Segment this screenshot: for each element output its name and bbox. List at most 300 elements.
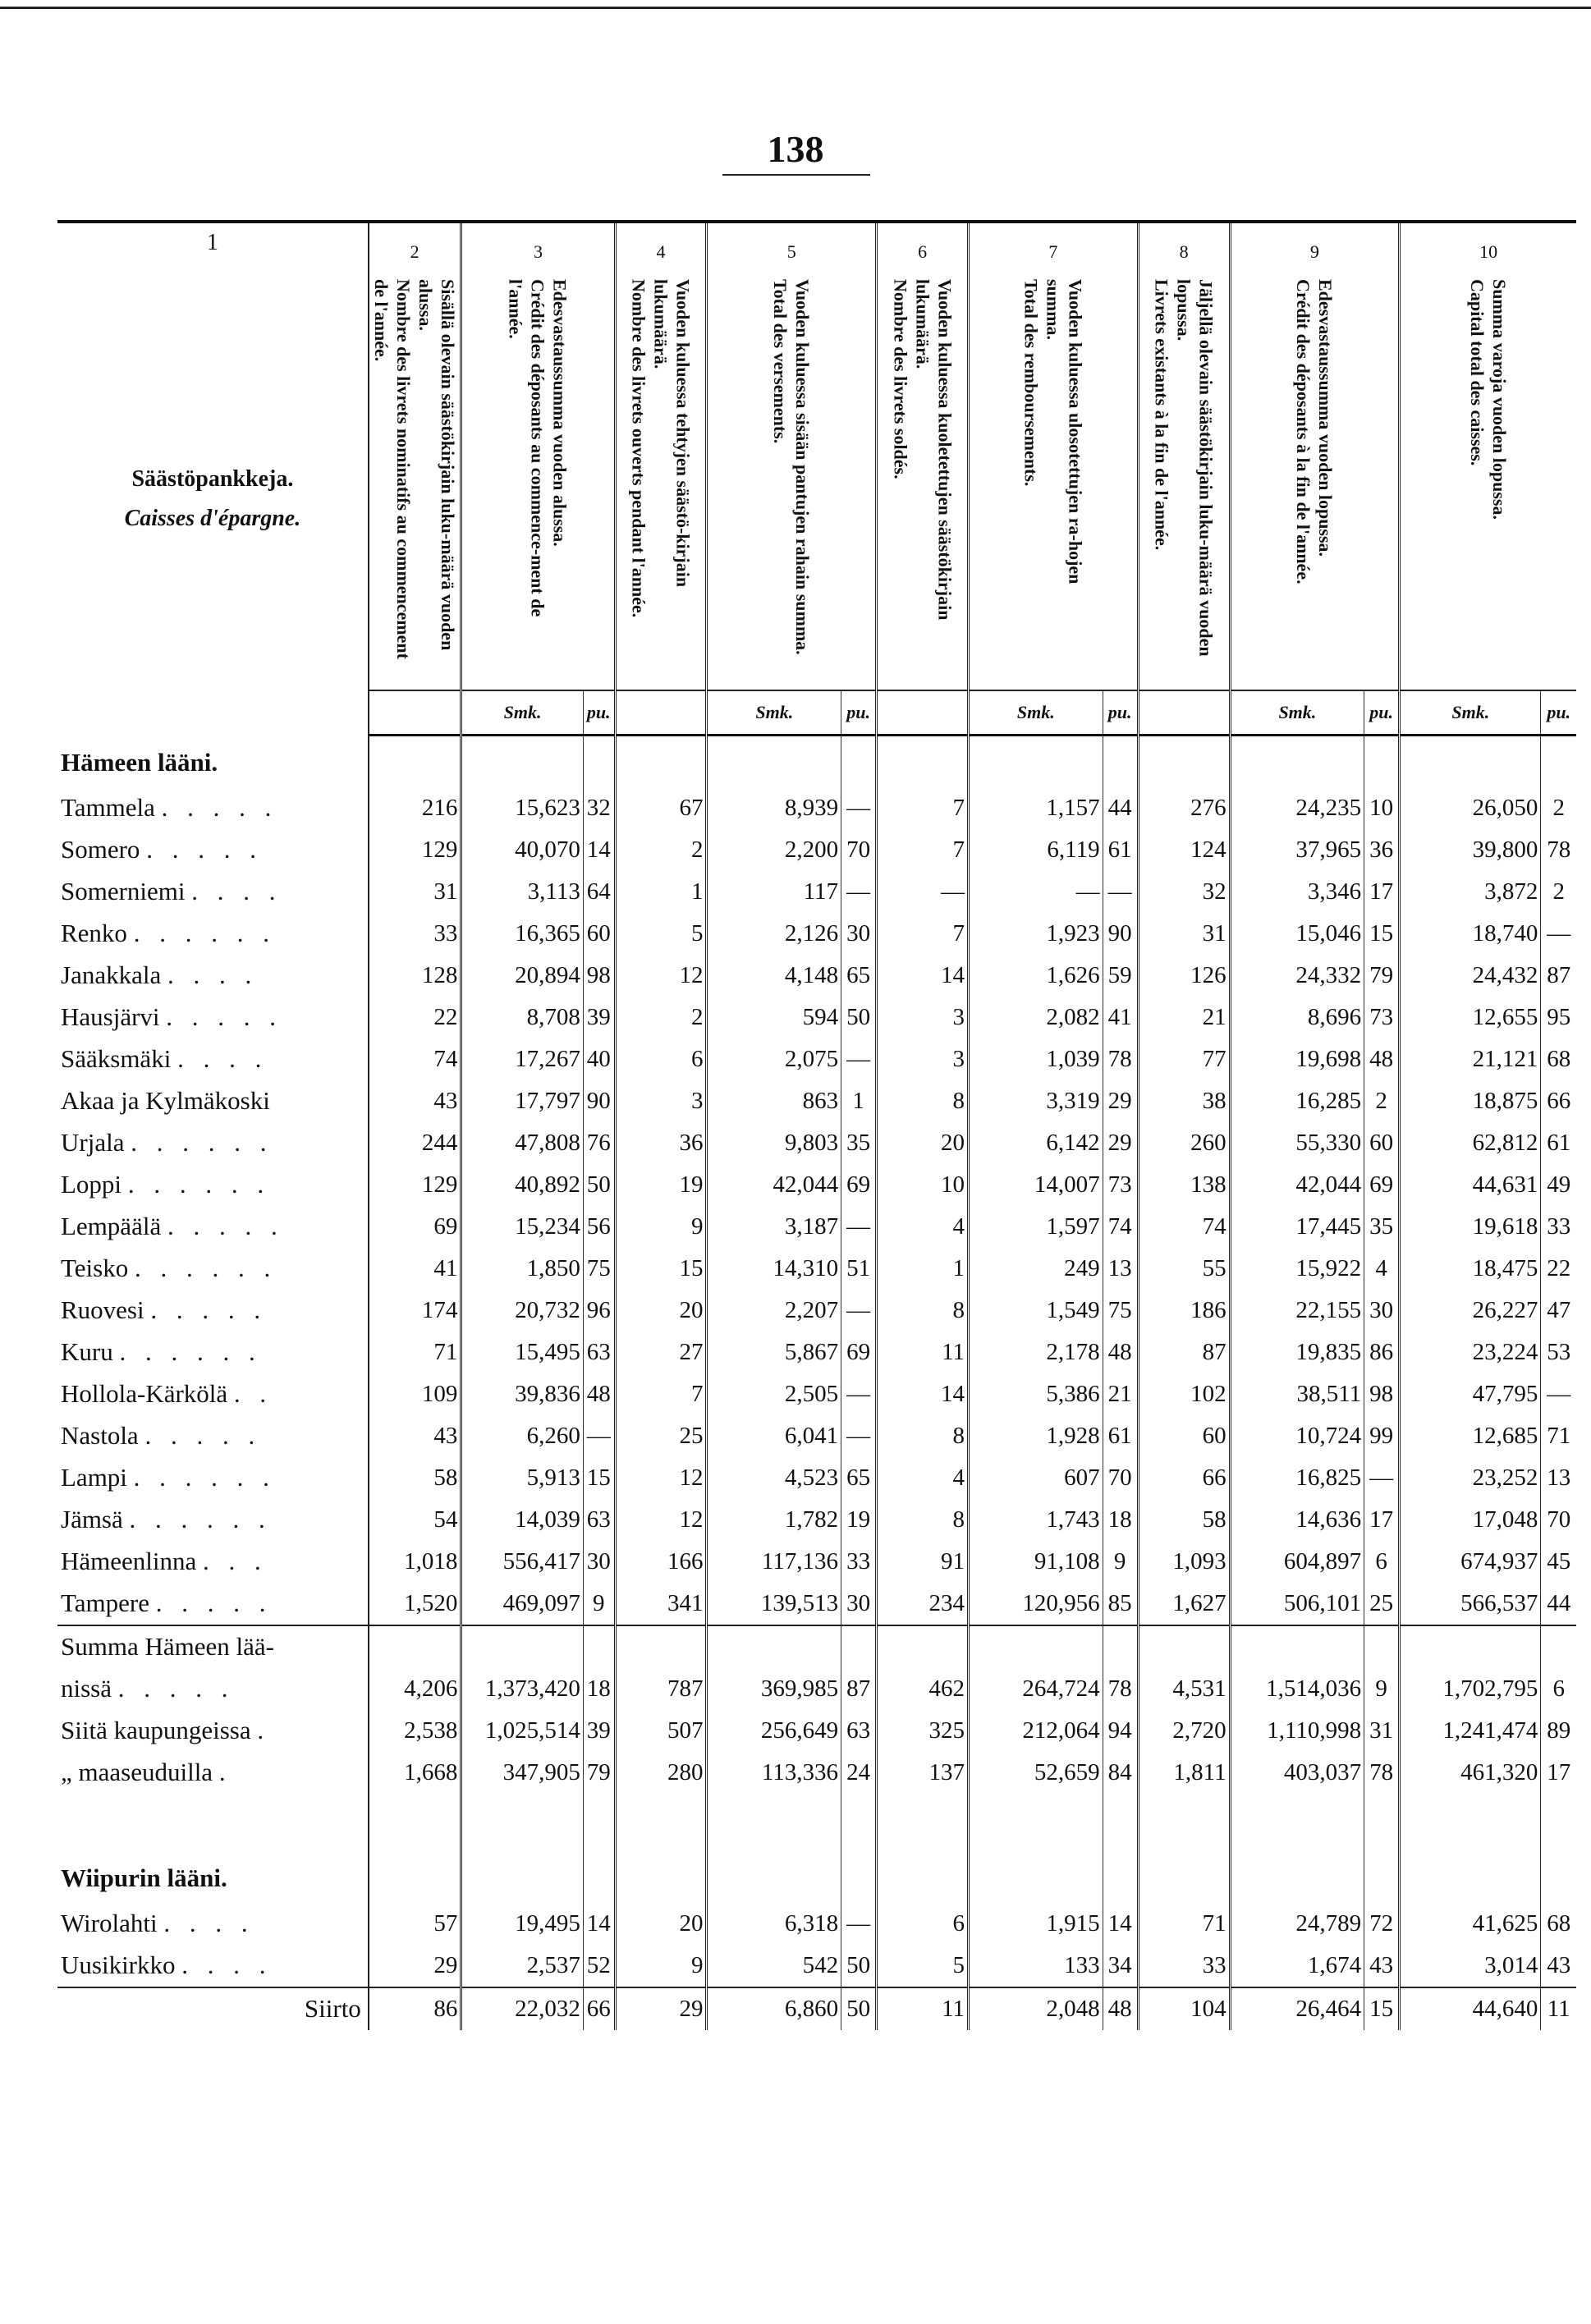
cell-c7p: 9 xyxy=(1103,1541,1138,1583)
cell-c8: 32 xyxy=(1138,871,1230,913)
cell-c7: 1,915 xyxy=(969,1903,1103,1945)
cell-c5p: 50 xyxy=(841,997,877,1038)
cell-c9p: 25 xyxy=(1364,1583,1400,1625)
cell-c10: 18,475 xyxy=(1400,1248,1541,1290)
cell-c4: 280 xyxy=(615,1752,707,1794)
leader-dots: . . xyxy=(233,1379,273,1408)
cell-c2: 216 xyxy=(369,787,461,829)
empty-cell xyxy=(583,736,615,787)
cell-c7: 3,319 xyxy=(969,1080,1103,1122)
unit-col-2 xyxy=(369,690,461,736)
spacer-name xyxy=(57,1794,369,1851)
row-name xyxy=(57,1415,369,1457)
cell-c2: 2,538 xyxy=(369,1710,461,1752)
cell-c4: 12 xyxy=(615,1499,707,1541)
cell-c10p: 11 xyxy=(1541,1987,1576,2030)
cell-c2: 71 xyxy=(369,1332,461,1373)
cell-c5p: 30 xyxy=(841,1583,877,1625)
leader-dots: . . . . xyxy=(163,1909,254,1937)
cell-c4: 9 xyxy=(615,1206,707,1248)
row-name xyxy=(57,1668,369,1710)
cell-c5: 113,336 xyxy=(707,1752,841,1794)
cell-c4: 2 xyxy=(615,829,707,871)
row-name xyxy=(57,1752,369,1794)
cell-c7p: 70 xyxy=(1103,1457,1138,1499)
cell-c3p: 30 xyxy=(583,1541,615,1583)
cell-c10: 44,640 xyxy=(1400,1987,1541,2030)
leader-dots: . . . . . xyxy=(167,1212,284,1240)
cell-c3p: 76 xyxy=(583,1122,615,1164)
cell-c6: 1 xyxy=(877,1248,969,1290)
cell-c8: 38 xyxy=(1138,1080,1230,1122)
row-name xyxy=(57,1332,369,1373)
row-label: Ruovesi xyxy=(61,1295,144,1324)
empty-cell xyxy=(615,736,707,787)
cell-c7p: 18 xyxy=(1103,1499,1138,1541)
empty-cell xyxy=(877,1794,969,1851)
heading-col-3-fr: Crédit des déposants au commence-ment de l'année. xyxy=(505,279,548,617)
empty-cell xyxy=(615,1794,707,1851)
empty-cell xyxy=(583,1851,615,1903)
table-row xyxy=(57,1164,1576,1206)
leader-dots: . . . . . xyxy=(155,1588,273,1617)
empty-cell xyxy=(969,1794,1103,1851)
cell-c4: 12 xyxy=(615,1457,707,1499)
empty-cell xyxy=(1400,1851,1541,1903)
cell-c4: 67 xyxy=(615,787,707,829)
table-row xyxy=(57,1206,1576,1248)
cell-c10p: 13 xyxy=(1547,1464,1571,1491)
cell-c4: 7 xyxy=(615,1373,707,1415)
cell-c9: 19,698 xyxy=(1230,1038,1364,1080)
cell-c3p: 90 xyxy=(583,1080,615,1122)
column-number-6: 6 xyxy=(877,222,969,263)
cell-c3p: 66 xyxy=(583,1987,615,2030)
row-label: Somerniemi xyxy=(61,877,186,905)
cell-c5: 256,649 xyxy=(707,1710,841,1752)
cell-c5p: 69 xyxy=(841,1332,877,1373)
section-spacer xyxy=(57,1794,1576,1851)
empty-cell xyxy=(1138,1851,1230,1903)
cell-c7: 6,142 xyxy=(969,1122,1103,1164)
empty-cell xyxy=(707,736,841,787)
empty-cell xyxy=(1230,736,1364,787)
cell-c7p: 44 xyxy=(1103,787,1138,829)
cell-c2: 86 xyxy=(369,1987,461,2030)
cell-c5: 2,200 xyxy=(707,829,841,871)
empty-cell xyxy=(1138,736,1230,787)
cell-c3p: 75 xyxy=(583,1248,615,1290)
row-label: Tampere xyxy=(61,1588,149,1617)
cell-c9: 14,636 xyxy=(1230,1499,1364,1541)
cell-c10p: 2 xyxy=(1552,794,1565,821)
cell-c8: 124 xyxy=(1138,829,1230,871)
row-name xyxy=(57,829,369,871)
cell-c3: 347,905 xyxy=(461,1752,584,1794)
cell-c9p: 73 xyxy=(1364,997,1400,1038)
cell-c2: 57 xyxy=(369,1903,461,1945)
cell-c3: 469,097 xyxy=(461,1583,584,1625)
cell-c7: 5,386 xyxy=(969,1373,1103,1415)
cell-c9: 38,511 xyxy=(1230,1373,1364,1415)
cell-c9: 37,965 xyxy=(1230,829,1364,871)
cell-c7p: 41 xyxy=(1103,997,1138,1038)
cell-c8: 31 xyxy=(1138,913,1230,955)
row-label: Sääksmäki xyxy=(61,1044,172,1073)
cell-c10: 1,702,795 xyxy=(1400,1668,1541,1710)
table-row xyxy=(57,1541,1576,1583)
row-name xyxy=(57,955,369,997)
row-label: Lempäälä xyxy=(61,1212,162,1240)
cell-c9p: 69 xyxy=(1364,1164,1400,1206)
empty-cell xyxy=(1230,1625,1364,1668)
column-number-8: 8 xyxy=(1138,222,1230,263)
column-number-2: 2 xyxy=(369,222,461,263)
page-number-rule xyxy=(722,174,870,176)
empty-cell xyxy=(841,1794,877,1851)
cell-c7: 1,549 xyxy=(969,1290,1103,1332)
cell-c7p: 48 xyxy=(1103,1332,1138,1373)
cell-c4: 2 xyxy=(615,997,707,1038)
cell-c5p: 1 xyxy=(841,1080,877,1122)
cell-c10: 17,048 xyxy=(1400,1499,1541,1541)
cell-c9: 506,101 xyxy=(1230,1583,1364,1625)
cell-c10p: 22 xyxy=(1547,1254,1571,1281)
empty-cell xyxy=(1400,736,1541,787)
leader-dots: . . . . . . xyxy=(119,1337,262,1366)
cell-c7p: 48 xyxy=(1103,1987,1138,2030)
empty-cell xyxy=(615,1625,707,1668)
row-label: Nastola xyxy=(61,1421,139,1450)
table-row xyxy=(57,1583,1576,1625)
cell-c5p: — xyxy=(841,1415,877,1457)
cell-c7: 120,956 xyxy=(969,1583,1103,1625)
heading-col-7 xyxy=(969,263,1139,690)
cell-c8: 77 xyxy=(1138,1038,1230,1080)
cell-c5: 369,985 xyxy=(707,1668,841,1710)
cell-c9p: 15 xyxy=(1364,1987,1400,2030)
cell-c2: 43 xyxy=(369,1080,461,1122)
leader-dots: . . . . xyxy=(181,1950,273,1979)
cell-c10p: 17 xyxy=(1547,1758,1571,1785)
table-row xyxy=(57,871,1576,913)
cell-c9p: 17 xyxy=(1364,1499,1400,1541)
empty-cell xyxy=(1400,1625,1541,1668)
cell-c10: 39,800 xyxy=(1400,829,1541,871)
row-label: „ maaseuduilla xyxy=(61,1758,213,1786)
cell-c2: 58 xyxy=(369,1457,461,1499)
cell-c8: 1,093 xyxy=(1138,1541,1230,1583)
cell-c3p: 98 xyxy=(583,955,615,997)
table-row xyxy=(57,955,1576,997)
unit-penni-col-5: pu. xyxy=(841,690,877,736)
cell-c9: 24,332 xyxy=(1230,955,1364,997)
cell-c10p: 66 xyxy=(1547,1087,1571,1114)
cell-c2: 29 xyxy=(369,1945,461,1987)
cell-c9: 15,922 xyxy=(1230,1248,1364,1290)
cell-c7: 2,178 xyxy=(969,1332,1103,1373)
cell-c9p: — xyxy=(1364,1457,1400,1499)
cell-c5: 2,207 xyxy=(707,1290,841,1332)
cell-c10: 41,625 xyxy=(1400,1903,1541,1945)
row-label: Akaa ja Kylmäkoski xyxy=(61,1086,270,1115)
cell-c8: 55 xyxy=(1138,1248,1230,1290)
heading-col-5-fi: Vuoden kuluessa sisään pantujen rahain summa. xyxy=(792,279,814,655)
cell-c9: 403,037 xyxy=(1230,1752,1364,1794)
cell-c3p: 60 xyxy=(583,913,615,955)
cell-c10: 23,224 xyxy=(1400,1332,1541,1373)
cell-c10: 674,937 xyxy=(1400,1541,1541,1583)
empty-cell xyxy=(1541,1625,1576,1668)
cell-c3: 1,373,420 xyxy=(461,1668,584,1710)
heading-col-2-fr: Nombre des livrets nominatifs au commencement de l'année. xyxy=(371,279,415,659)
cell-c5p: — xyxy=(841,787,877,829)
empty-cell xyxy=(461,1794,584,1851)
unit-mark-col-10: Smk. xyxy=(1400,690,1541,736)
cell-c5: 2,126 xyxy=(707,913,841,955)
total-row-label xyxy=(57,1625,1576,1668)
cell-c5: 2,075 xyxy=(707,1038,841,1080)
empty-cell xyxy=(969,736,1103,787)
cell-c5p: 70 xyxy=(841,829,877,871)
empty-cell xyxy=(969,1625,1103,1668)
leader-dots: . . . . xyxy=(167,960,259,989)
cell-c8: 138 xyxy=(1138,1164,1230,1206)
row-name xyxy=(57,1541,369,1583)
cell-c10p: 61 xyxy=(1547,1129,1571,1156)
empty-cell xyxy=(369,1851,461,1903)
unit-col-6 xyxy=(877,690,969,736)
cell-c5p: — xyxy=(841,871,877,913)
heading-col-9-fr: Crédit des déposants à la fin de l'année. xyxy=(1293,279,1314,584)
empty-cell xyxy=(461,1851,584,1903)
row-label: Tammela xyxy=(61,793,155,822)
empty-cell xyxy=(461,736,584,787)
cell-c3: 15,495 xyxy=(461,1332,584,1373)
cell-c6: 4 xyxy=(877,1206,969,1248)
row-name xyxy=(57,913,369,955)
cell-c8: 276 xyxy=(1138,787,1230,829)
cell-c10: 1,241,474 xyxy=(1400,1710,1541,1752)
cell-c10: 26,227 xyxy=(1400,1290,1541,1332)
cell-c7p: 74 xyxy=(1103,1206,1138,1248)
leader-dots: . . . xyxy=(203,1547,268,1575)
cell-c2: 129 xyxy=(369,829,461,871)
cell-c9p: 72 xyxy=(1364,1903,1400,1945)
table-row xyxy=(57,997,1576,1038)
heading-col-6-fr: Nombre des livrets soldés. xyxy=(890,279,911,479)
cell-c5p: — xyxy=(841,1290,877,1332)
cell-c9p: 17 xyxy=(1364,871,1400,913)
total-row xyxy=(57,1752,1576,1794)
row-name xyxy=(57,871,369,913)
empty-cell xyxy=(583,1794,615,1851)
leader-dots: . . . . . . xyxy=(127,1170,271,1199)
cell-c10: 26,050 xyxy=(1400,787,1541,829)
leader-dots: . . . . xyxy=(177,1044,268,1073)
cell-c10p: 68 xyxy=(1547,1045,1571,1072)
cell-c10p: 44 xyxy=(1547,1589,1571,1616)
cell-c7p: — xyxy=(1103,871,1138,913)
top-rule xyxy=(0,7,1591,9)
cell-c4: 20 xyxy=(615,1903,707,1945)
cell-c6: 7 xyxy=(877,913,969,955)
cell-c10p: 47 xyxy=(1547,1296,1571,1323)
cell-c5p: 51 xyxy=(841,1248,877,1290)
cell-c6: 4 xyxy=(877,1457,969,1499)
cell-c8: 1,811 xyxy=(1138,1752,1230,1794)
cell-c10: 47,795 xyxy=(1400,1373,1541,1415)
total-label-line2: nissä xyxy=(61,1674,112,1703)
cell-c4: 12 xyxy=(615,955,707,997)
empty-cell xyxy=(1103,1625,1138,1668)
unit-mark-col-9: Smk. xyxy=(1230,690,1364,736)
heading-col-7-fr: Total des remboursements. xyxy=(1020,279,1042,487)
table-row xyxy=(57,1903,1576,1945)
cell-c5p: 87 xyxy=(841,1668,877,1710)
heading-col-5 xyxy=(707,263,877,690)
cell-c9p: 86 xyxy=(1364,1332,1400,1373)
cell-c3: 14,039 xyxy=(461,1499,584,1541)
heading-col-10-fr: Capital total des caisses. xyxy=(1467,279,1488,466)
cell-c3: 22,032 xyxy=(461,1987,584,2030)
table-row xyxy=(57,1038,1576,1080)
cell-c5p: 30 xyxy=(841,913,877,955)
cell-c9: 604,897 xyxy=(1230,1541,1364,1583)
table-row xyxy=(57,829,1576,871)
column-number-1: 1 xyxy=(57,222,369,263)
cell-c7p: 29 xyxy=(1103,1122,1138,1164)
table-row xyxy=(57,1415,1576,1457)
leader-dots: . . . . xyxy=(191,877,282,905)
cell-c3: 5,913 xyxy=(461,1457,584,1499)
leader-dots: . . . . . xyxy=(161,793,278,822)
row-name xyxy=(57,1457,369,1499)
unit-mark-col-3: Smk. xyxy=(461,690,584,736)
cell-c10: 23,252 xyxy=(1400,1457,1541,1499)
total-label-line1: Summa Hämeen lää- xyxy=(57,1625,369,1668)
cell-c3: 16,365 xyxy=(461,913,584,955)
empty-cell xyxy=(1364,736,1400,787)
leader-dots: . . . . . xyxy=(117,1674,235,1703)
cell-c3p: 63 xyxy=(583,1499,615,1541)
column-heading-row xyxy=(57,263,1576,690)
heading-col-8-fi: Jäljellä olevain säästökirjain luku-määrä vuoden lopussa. xyxy=(1173,279,1217,657)
cell-c9: 55,330 xyxy=(1230,1122,1364,1164)
cell-c3p: 50 xyxy=(583,1164,615,1206)
cell-c5: 42,044 xyxy=(707,1164,841,1206)
cell-c9: 17,445 xyxy=(1230,1206,1364,1248)
heading-col-9 xyxy=(1230,263,1400,690)
table-row xyxy=(57,1373,1576,1415)
cell-c5p: 24 xyxy=(841,1752,877,1794)
cell-c9p: 30 xyxy=(1364,1290,1400,1332)
cell-c3p: 32 xyxy=(583,787,615,829)
cell-c9p: 10 xyxy=(1364,787,1400,829)
empty-cell xyxy=(877,1625,969,1668)
table-row xyxy=(57,913,1576,955)
cell-c3p: 96 xyxy=(583,1290,615,1332)
cell-c9p: 79 xyxy=(1364,955,1400,997)
empty-cell xyxy=(1364,1851,1400,1903)
row-name xyxy=(57,1038,369,1080)
cell-c6: 3 xyxy=(877,1038,969,1080)
empty-cell xyxy=(877,736,969,787)
cell-c6: 11 xyxy=(877,1332,969,1373)
cell-c2: 129 xyxy=(369,1164,461,1206)
cell-c7: 6,119 xyxy=(969,829,1103,871)
column-number-3: 3 xyxy=(461,222,615,263)
cell-c7p: 61 xyxy=(1103,1415,1138,1457)
leader-dots: . . . . . xyxy=(146,835,263,864)
row-name xyxy=(57,787,369,829)
cell-c7p: 61 xyxy=(1103,829,1138,871)
cell-c7: 1,626 xyxy=(969,955,1103,997)
cell-c7p: 14 xyxy=(1103,1903,1138,1945)
column-number-9: 9 xyxy=(1230,222,1400,263)
cell-c3: 2,537 xyxy=(461,1945,584,1987)
empty-cell xyxy=(1400,1794,1541,1851)
row-label: Wirolahti xyxy=(61,1909,158,1937)
cell-c9p: 36 xyxy=(1364,829,1400,871)
cell-c9p: 15 xyxy=(1364,913,1400,955)
cell-c9: 1,110,998 xyxy=(1230,1710,1364,1752)
cell-c2: 33 xyxy=(369,913,461,955)
heading-col-6 xyxy=(877,263,969,690)
cell-c9p: 9 xyxy=(1364,1668,1400,1710)
cell-c7: 1,928 xyxy=(969,1415,1103,1457)
cell-c6: 462 xyxy=(877,1668,969,1710)
heading-col-10-fi: Summa varoja vuoden lopussa. xyxy=(1489,279,1511,520)
empty-cell xyxy=(707,1625,841,1668)
cell-c6: 5 xyxy=(877,1945,969,1987)
row-label: Somero xyxy=(61,835,140,864)
cell-c4: 6 xyxy=(615,1038,707,1080)
cell-c5: 6,860 xyxy=(707,1987,841,2030)
cell-c3p: 40 xyxy=(583,1038,615,1080)
heading-col-8-fr: Livrets existants à la fin de l'année. xyxy=(1151,279,1172,551)
empty-cell xyxy=(1138,1794,1230,1851)
cell-c7: 607 xyxy=(969,1457,1103,1499)
cell-c7: 52,659 xyxy=(969,1752,1103,1794)
leader-dots: . . . . . . xyxy=(133,1463,276,1492)
unit-penni-col-7: pu. xyxy=(1103,690,1138,736)
row-label: Hämeenlinna xyxy=(61,1547,197,1575)
cell-c10: 24,432 xyxy=(1400,955,1541,997)
row-label: Janakkala xyxy=(61,960,162,989)
heading-col-8 xyxy=(1138,263,1230,690)
cell-c5: 139,513 xyxy=(707,1583,841,1625)
cell-c4: 507 xyxy=(615,1710,707,1752)
cell-c8: 2,720 xyxy=(1138,1710,1230,1752)
row-name xyxy=(57,1290,369,1332)
table-row xyxy=(57,1457,1576,1499)
row-label: Uusikirkko xyxy=(61,1950,176,1979)
cell-c10: 18,875 xyxy=(1400,1080,1541,1122)
unit-penni-col-9: pu. xyxy=(1364,690,1400,736)
heading-col-9-fi: Edesvastaussumma vuoden lopussa. xyxy=(1315,279,1337,557)
bank-name-heading xyxy=(57,263,369,736)
cell-c3: 8,708 xyxy=(461,997,584,1038)
cell-c2: 128 xyxy=(369,955,461,997)
cell-c8: 33 xyxy=(1138,1945,1230,1987)
empty-cell xyxy=(1364,1794,1400,1851)
table-row xyxy=(57,1332,1576,1373)
cell-c4: 36 xyxy=(615,1122,707,1164)
cell-c10p: 53 xyxy=(1547,1338,1571,1365)
empty-cell xyxy=(1541,1794,1576,1851)
heading-col-2 xyxy=(369,263,461,690)
